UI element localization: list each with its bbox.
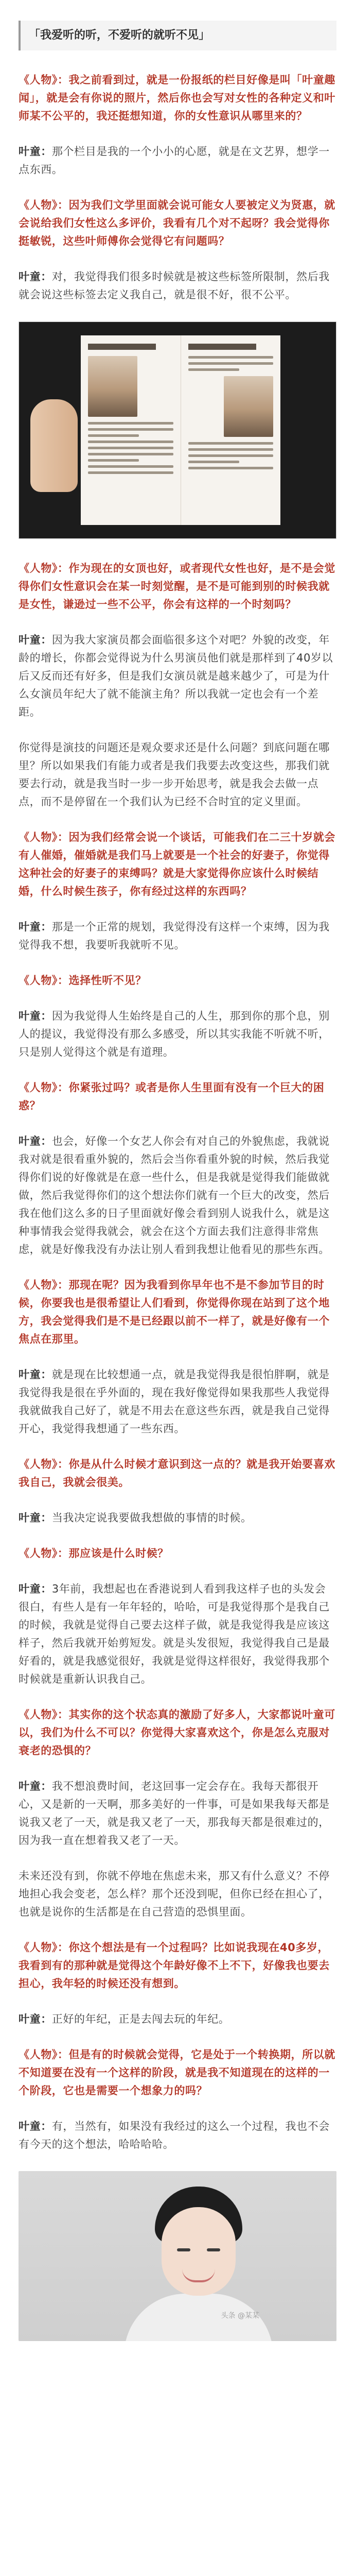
question-paragraph bbox=[19, 828, 336, 901]
speaker-label: 《人物》： bbox=[19, 1708, 69, 1721]
answer-paragraph bbox=[19, 1007, 336, 1061]
answer-paragraph bbox=[19, 2010, 336, 2028]
speaker-label: 叶童： bbox=[19, 2013, 52, 2025]
watermark-text: 头条 @某某 bbox=[221, 2312, 259, 2320]
paragraph-text: 那个栏目是我的一个小小的心愿，就是在文艺界，想学一点东西。 bbox=[19, 145, 330, 176]
paragraph-text: 我不想浪费时间，老这回事一定会存在。我每天都很开心，又是新的一天啊，那多美好的一件事，可是如果我每天都是说我又老了一天，就是我又老了一天，那我每天都是很难过的，因为我一直在想着我又老了一天。 bbox=[19, 1780, 330, 1846]
speaker-label: 叶童： bbox=[19, 921, 52, 933]
speaker-label: 叶童： bbox=[19, 1780, 52, 1792]
paragraph-text: 因为我大家演员都会面临很多这个对吧？外貌的改变，年龄的增长，你都会觉得说为什么男演员他们就是那样到了40岁以后又反而还有好多，但是我们女演员就是越来越少了，可是为什么女演员年纪大了就不能演主角？所以我就一定也会有一个差距。 bbox=[19, 634, 333, 718]
paragraph-text: 3年前，我想起也在香港说到人看到我这样子也的头发会很白，有些人是有一年年轻的，哈哈，可是我觉得那个是我自己的时候，我就是觉得自己要去这样子做，就是我觉得我是应该这样子，然后我就开始剪短发。就是头发很短，我觉得我自己是最好看的，就是我感觉很好，我就是觉得这样很好，我觉得我那个时候就是重新认识我自己。 bbox=[19, 1583, 330, 1685]
magazine-spread bbox=[81, 335, 280, 525]
answer-paragraph bbox=[19, 1580, 336, 1688]
answer-paragraph bbox=[19, 1867, 336, 1921]
question-paragraph bbox=[19, 1455, 336, 1492]
question-paragraph bbox=[19, 2046, 336, 2100]
paragraph-group-main bbox=[19, 560, 336, 2154]
paragraph-text: 但是有的时候就会觉得，它是处于一个转换期，所以就不知道要在没有一个这样的阶段，就是我不知道现在的这样的一个阶段，它也是需要一个想象力的吗？ bbox=[19, 2048, 335, 2097]
speaker-label: 《人物》： bbox=[19, 1081, 69, 1094]
speaker-label: 《人物》： bbox=[19, 974, 69, 987]
speaker-label: 《人物》： bbox=[19, 1941, 69, 1954]
speaker-label: 叶童： bbox=[19, 1512, 52, 1524]
paragraph-group-top bbox=[19, 71, 336, 304]
paragraph-text: 你紧张过吗？或者是你人生里面有没有一个巨大的困惑？ bbox=[19, 1081, 325, 1112]
paragraph-text: 你是从什么时候才意识到这一点的？就是我开始要喜欢我自己，我就会很美。 bbox=[19, 1458, 335, 1488]
answer-paragraph bbox=[19, 1509, 336, 1527]
answer-paragraph bbox=[19, 918, 336, 954]
paragraph-text: 我之前看到过，就是一份报纸的栏目好像是叫「叶童趣闻」，就是会有你说的照片，然后你也会写对女性的各种定义和叶师某不公平的，我还挺想知道，你的女性意识从哪里来的？ bbox=[19, 74, 335, 122]
answer-paragraph bbox=[19, 1132, 336, 1259]
answer-paragraph bbox=[19, 143, 336, 179]
question-paragraph bbox=[19, 1545, 336, 1563]
paragraph-text: 有，当然有，如果没有我经过的这么一个过程，我也不会有今天的这个想法，哈哈哈哈。 bbox=[19, 2120, 330, 2150]
paragraph-text: 选择性听不见？ bbox=[68, 974, 147, 987]
question-paragraph bbox=[19, 972, 336, 990]
section-title: 「我爱听的听，不爱听的就听不见」 bbox=[29, 29, 210, 42]
paragraph-text: 未来还没有到，你就不停地在焦虑未来，那又有什么意义？不停地担心我会变老，怎么样？那个还没到呢，但你已经在担心了，也就是说你的生活都是在自己营造的恐惧里面。 bbox=[19, 1870, 330, 1918]
paragraph-text: 那现在呢？因为我看到你早年也不是不参加节目的时候，你要我也是很希望让人们看到，你觉得你现在站到了这个地方，我会觉得我们是不是已经跟以前不一样了，就是好像有一个焦点在那里。 bbox=[19, 1279, 330, 1345]
speaker-label: 《人物》： bbox=[19, 831, 69, 843]
hand-holding-magazine bbox=[30, 399, 78, 492]
paragraph-text: 你觉得是演技的问题还是观众要求还是什么问题？到底问题在哪里？所以如果我们有能力或者是我们我要去改变这些，那我们就要去行动，就是我当时一步一步开始思考，就是我会去做一点点，而不是停留在一个我们认为已经不合时宜的定义里面。 bbox=[19, 741, 330, 808]
speaker-label: 叶童： bbox=[19, 270, 52, 283]
answer-paragraph bbox=[19, 1366, 336, 1438]
paragraph-text: 当我决定说我要做我想做的事情的时候。 bbox=[51, 1512, 252, 1524]
paragraph-text: 因为我们文学里面就会说可能女人要被定义为贤惠，就会说给我们女性这么多评价，我看有几个对不起呀？我会觉得你挺敏锐，这些叶师傅你会觉得它有问题吗？ bbox=[19, 199, 335, 247]
answer-paragraph bbox=[19, 268, 336, 304]
question-paragraph bbox=[19, 1939, 336, 1993]
question-paragraph bbox=[19, 1706, 336, 1760]
speaker-label: 叶童： bbox=[19, 145, 52, 158]
speaker-label: 《人物》： bbox=[19, 2048, 69, 2061]
speaker-label: 叶童： bbox=[19, 1135, 52, 1147]
speaker-label: 叶童： bbox=[19, 1368, 52, 1381]
magazine-photo bbox=[19, 321, 336, 539]
magazine-right-page bbox=[181, 335, 281, 525]
paragraph-text: 因为我觉得人生始终是自己的人生，那到你的那个息，别人的提议，我觉得没有那么多感受，所以其实我能不听就不听，只是别人觉得这个就是有道理。 bbox=[19, 1010, 330, 1058]
speaker-label: 叶童： bbox=[19, 1010, 52, 1022]
answer-paragraph bbox=[19, 631, 336, 721]
answer-paragraph bbox=[19, 739, 336, 811]
paragraph-text: 作为现在的女顶也好，或者现代女性也好，是不是会觉得你们女性意识会在某一时刻觉醒，是不是可能到别的时候我就是女性，谦逊过一些不公平，你会有这样的一个时刻吗？ bbox=[19, 562, 335, 611]
paragraph-text: 其实你的这个状态真的激励了好多人，大家都说叶童可以，我们为什么不可以？你觉得大家喜欢这个，你是怎么克服对衰老的恐惧的？ bbox=[19, 1708, 335, 1757]
section-title-bar bbox=[19, 21, 336, 50]
speaker-label: 叶童： bbox=[19, 1583, 52, 1595]
question-paragraph bbox=[19, 1079, 336, 1115]
speaker-label: 《人物》： bbox=[19, 199, 69, 211]
paragraph-text: 那应该是什么时候？ bbox=[68, 1547, 169, 1560]
question-paragraph bbox=[19, 71, 336, 125]
speaker-label: 《人物》： bbox=[19, 1458, 69, 1470]
answer-paragraph bbox=[19, 2117, 336, 2154]
speaker-label: 《人物》： bbox=[19, 562, 69, 574]
paragraph-text: 对，我觉得我们很多时候就是被这些标签所限制，然后我就会说这些标签去定义我自己，就是很不好，很不公平。 bbox=[19, 270, 330, 301]
question-paragraph bbox=[19, 1276, 336, 1348]
magazine-left-page bbox=[81, 335, 181, 525]
question-paragraph bbox=[19, 196, 336, 250]
speaker-label: 叶童： bbox=[19, 2120, 52, 2132]
speaker-label: 《人物》： bbox=[19, 74, 69, 86]
paragraph-text: 也会，好像一个女艺人你会有对自己的外貌焦虑，我就说我对就是很看重外貌的，然后会当你看重外貌的时候，然后我觉得你们说的好像就是在意一些什么，但是我就是觉得我们能做就做，然后我觉得你们的这个想法你们就有一个巨大的改变，然后我在他们这么多的日子里面就好像会看到别人说我什么，就是这种事情我会觉得我就会，就会在这个方面去我们注意得非常焦虑，就是好像我没有办法让别人看到我想让他看见的那些东西。 bbox=[19, 1135, 330, 1256]
paragraph-text: 那是一个正常的规划，我觉得没有这样一个束缚，因为我觉得我不想，我要听我就听不见。 bbox=[19, 921, 330, 951]
speaker-label: 叶童： bbox=[19, 634, 52, 646]
speaker-label: 《人物》： bbox=[19, 1547, 69, 1560]
answer-paragraph bbox=[19, 1777, 336, 1850]
question-paragraph bbox=[19, 560, 336, 614]
paragraph-text: 正好的年纪，正是去闯去玩的年纪。 bbox=[51, 2013, 230, 2025]
speaker-label: 《人物》： bbox=[19, 1279, 69, 1291]
paragraph-text: 因为我们经常会说一个谈话，可能我们在二三十岁就会有人催婚，催婚就是我们马上就要是一个社会的好妻子，你觉得这种社会的好妻子的束缚吗？就是大家觉得你应该什么时候结婚，什么时候生孩子，你有经过这样的东西吗？ bbox=[19, 831, 335, 897]
paragraph-text: 就是现在比较想通一点，就是我觉得我是很怕胖啊，就是我觉得我是很在乎外面的，现在我好像觉得如果我那些人我觉得我就做我自己好了，就是不用去在意这些东西，就是我自己觉得开心，我觉得我想通了一些东西。 bbox=[19, 1368, 330, 1435]
portrait-photo bbox=[19, 2171, 336, 2341]
paragraph-text: 你这个想法是有一个过程吗？比如说我现在40多岁，我看到有的那种就是觉得这个年龄好像不上不下，好像我也要去担心，我年轻的时候还没有想到。 bbox=[19, 1941, 330, 1990]
